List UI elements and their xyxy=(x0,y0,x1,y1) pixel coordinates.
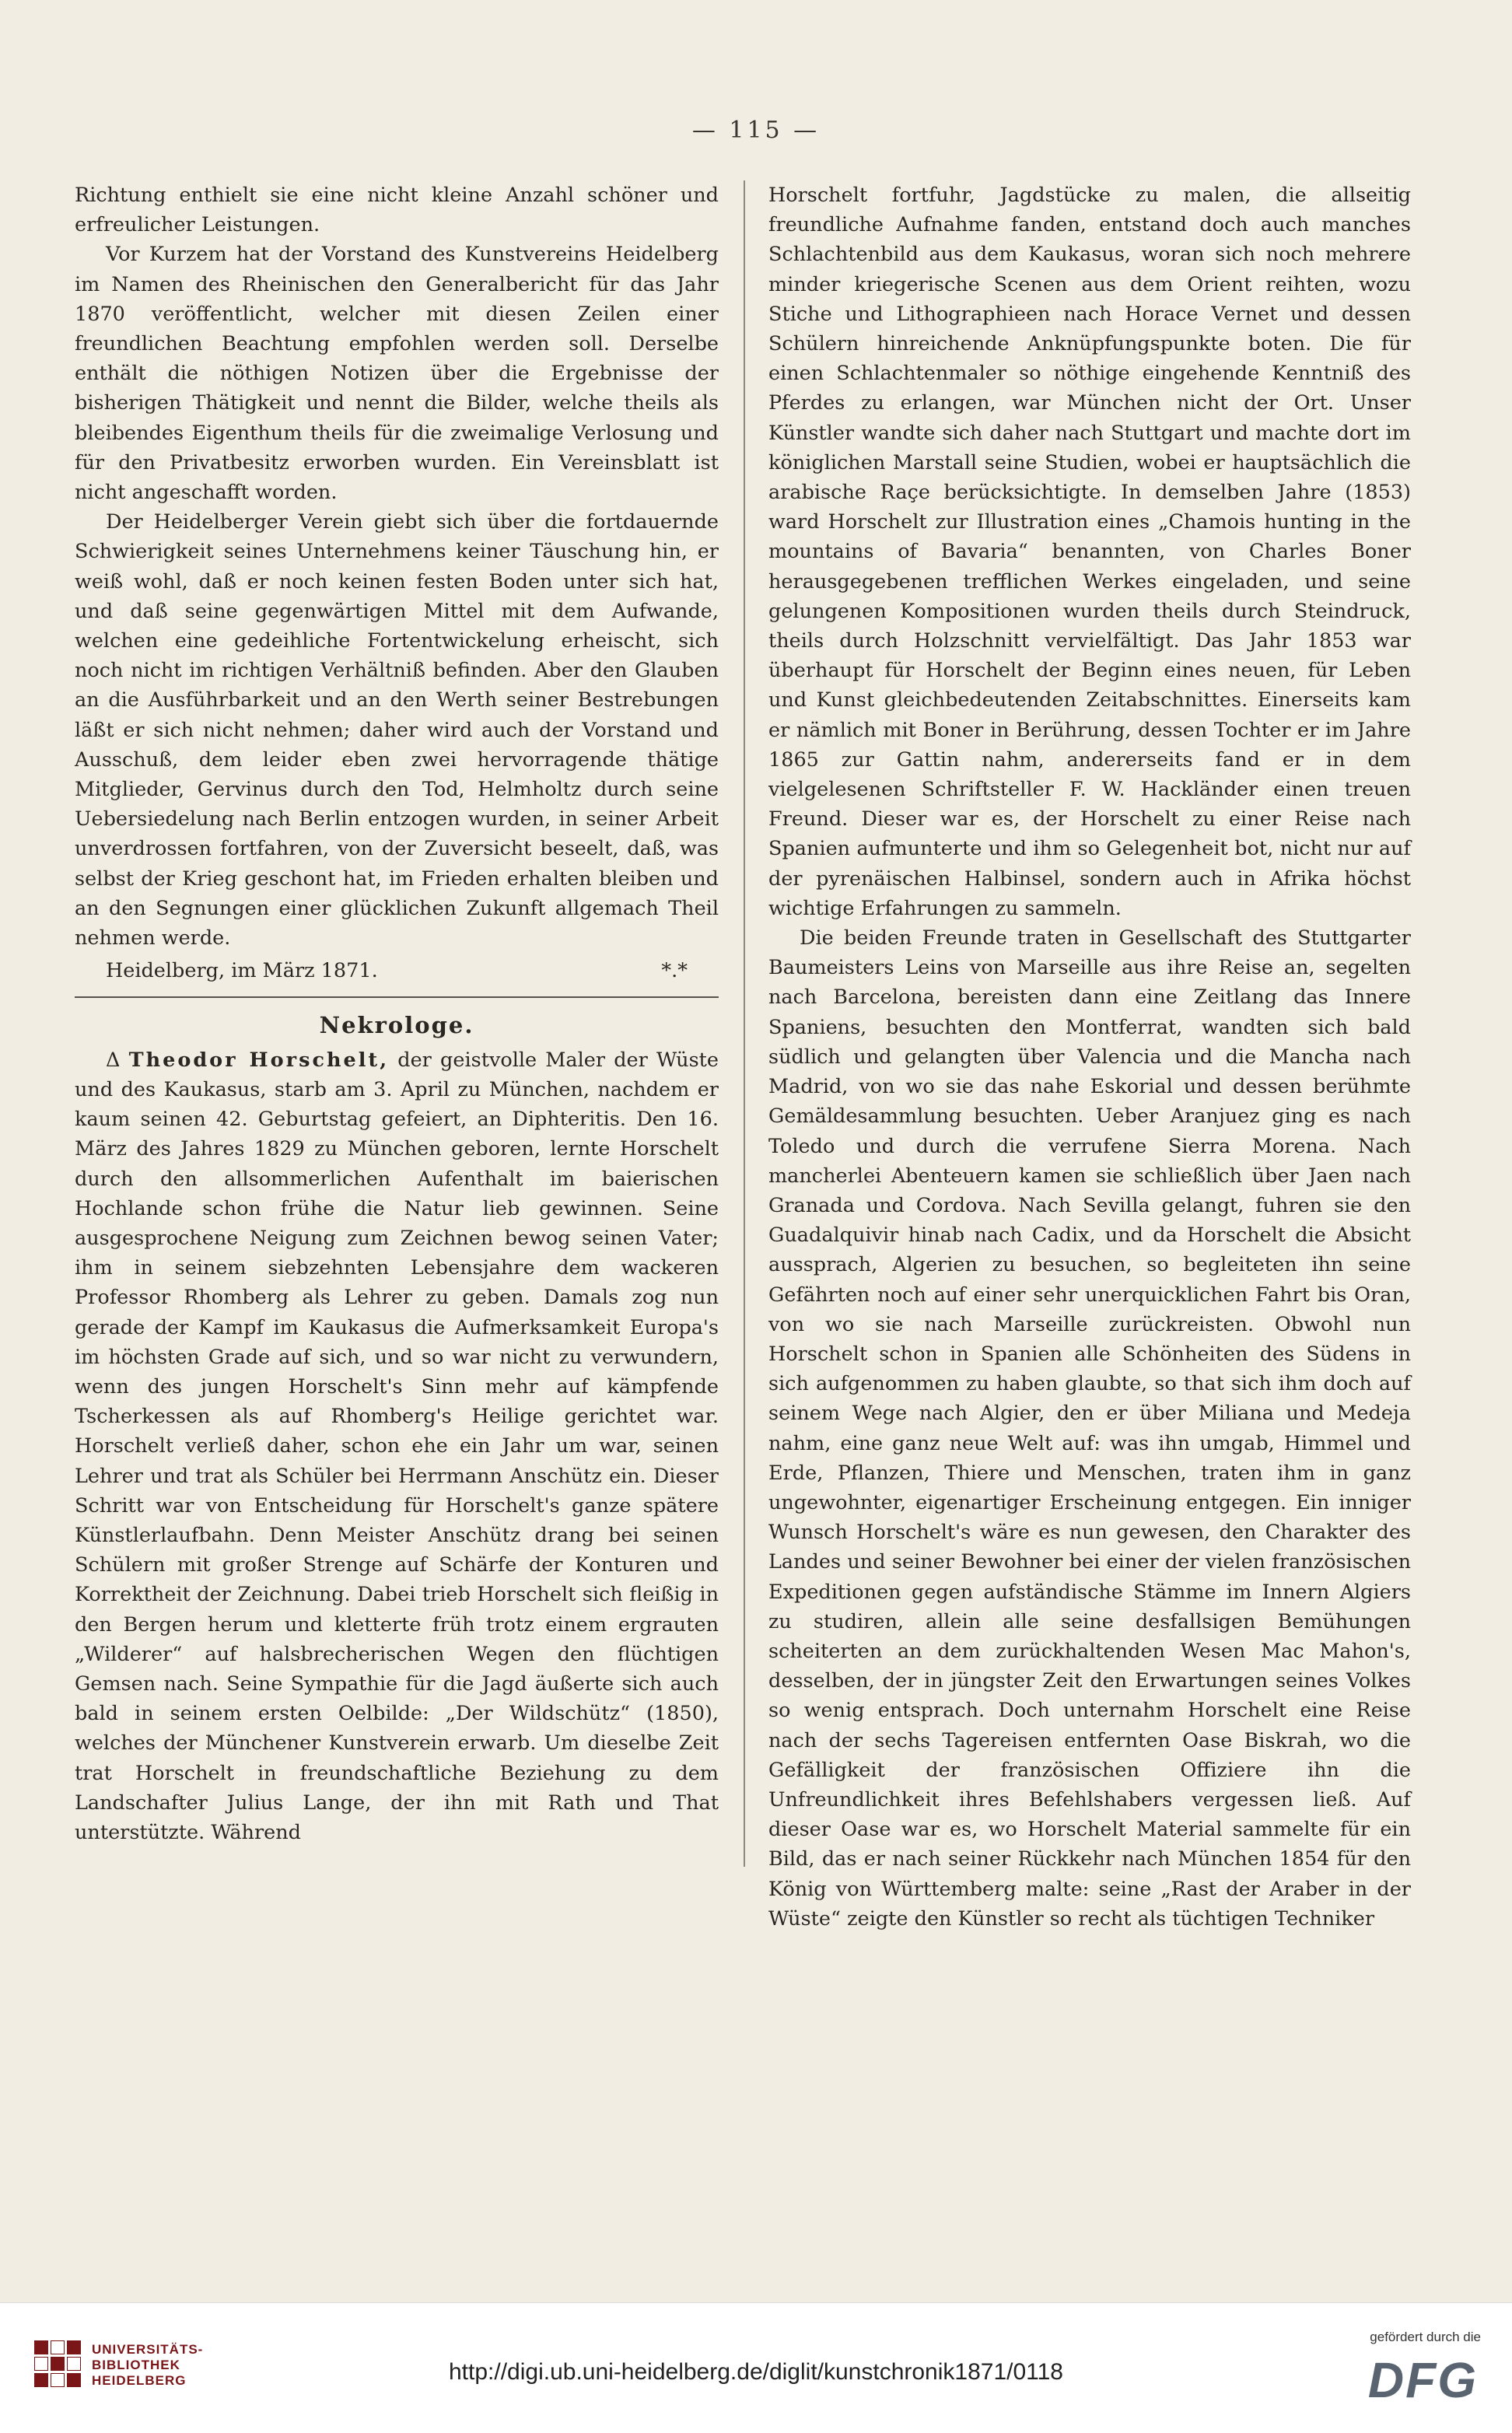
signature-mark: *.* xyxy=(661,959,688,983)
left-column xyxy=(75,180,719,1847)
paragraph: Die beiden Freunde traten in Gesellschaft des Stuttgarter Baumeisters Leins von Marseille aus ihre Reise an, segelten nach Barcelona, bereisten dann eine Zeitlang das Innere Spaniens, besuchten den Montferrat, wandten sich bald südlich und gelangten über Valencia und die Mancha nach Madrid, von wo sie das nahe Eskorial und dessen berühmte Gemäldesammlung besuchten. Ueber Aranjuez ging es nach Toledo und durch die verrufene Sierra Morena. Nach mancherlei Abenteuern kamen sie schließlich über Jaen nach Granada und Cordova. Nach Sevilla gelangt, fuhren sie den Guadalquivir hinab nach Cadix, und da Horschelt die Absicht aussprach, Algerien zu besuchen, so begleiteten ihn seine Gefährten noch auf einer sehr unerquicklichen Fahrt bis Oran, von wo sie nach Marseille zurückreisten. Obwohl nun Horschelt schon in Spanien alle Schönheiten des Südens in sich aufgenommen zu haben glaubte, so that sich ihm doch auf seinem Wege nach Algier, den er über Miliana und Medeja nahm, eine ganz neue Welt auf: was ihn umgab, Himmel und Erde, Pflanzen, Thiere und Menschen, traten ihm in ganz ungewohnter, eigenartiger Erscheinung entgegen. Ein inniger Wunsch Horschelt's wäre es nun gewesen, den Charakter des Landes und seiner Bewohner bei einer der vielen französischen Expeditionen gegen aufständische Stämme im Innern Algiers zu studiren, allein alle seine desfallsigen Bemühungen scheiterten an dem zurückhaltenden Wesen Mac Mahon's, desselben, der in jüngster Zeit den Erwartungen seines Volkes so wenig entsprach. Doch unternahm Horschelt eine Reise nach der sechs Tagereisen entfernten Oase Biskrah, wo die Gefälligkeit der französischen Offiziere ihn die Unfreundlichkeit ihres Befehlshabers vergessen ließ. Auf dieser Oase war es, wo Horschelt Material sammelte für ein Bild, das er nach seiner Rückkehr nach München 1854 für den König von Württemberg malte: seine „Rast der Araber in der Wüste“ zeigte den Künstler so recht als tüchtigen Techniker xyxy=(768,926,1411,1931)
paragraph: Der Heidelberger Verein giebt sich über die fortdauernde Schwierigkeit seines Unternehmens keiner Täuschung hin, er weiß wohl, daß er noch keinen festen Boden unter sich hat, und daß seine gegenwärtigen Mittel mit dem Aufwande, welchen eine gedeihliche Fortentwickelung erheischt, sich noch nicht im richtigen Verhältniß befinden. Aber den Glauben an die Ausführbarkeit und an den Werth seiner Bestrebungen läßt er sich nicht nehmen; daher wird auch der Vorstand und Ausschuß, dem leider eben zwei hervorragende thätige Mitglieder, Gervinus durch den Tod, Helmholtz durch seine Uebersiedelung nach Berlin entzogen wurden, in seiner Arbeit unverdrossen fortfahren, von der Zuversicht beseelt, daß, was selbst der Krieg geschont hat, im Frieden erhalten bleiben und an den Segnungen einer glücklichen Zukunft allgemach Theil nehmen werde. xyxy=(75,510,719,950)
obituary-paragraph xyxy=(75,1045,719,1847)
funding-note: gefördert durch die xyxy=(1370,2330,1481,2344)
source-url-link[interactable]: http://digi.ub.uni-heidelberg.de/diglit/kunstchronik1871/0118 xyxy=(449,2359,1063,2385)
signature-line xyxy=(75,956,719,985)
column-divider xyxy=(744,180,745,1867)
signature-place: Heidelberg, im März 1871. xyxy=(106,959,378,983)
page-number: — 115 — xyxy=(691,117,821,144)
library-name-line: HEIDELBERG xyxy=(92,2373,187,2388)
dfg-logo: DFG xyxy=(1367,2352,1478,2408)
section-title: Nekrologe. xyxy=(319,1012,474,1039)
right-column xyxy=(768,180,1411,1934)
obituary-text: der geistvolle Maler der Wüste und des Kaukasus, starb am 3. April zu München, nachdem er kaum seinen 42. Geburtstag gefeiert, an Diphteritis. Den 16. März des Jahres 1829 zu München geboren, lernte Horschelt durch den allsommerlichen Aufenthalt im baierischen Hochlande schon frühe die Natur lieb gewinnen. Seine ausgesprochene Neigung zum Zeichnen bewog seinen Vater; ihm in seinem siebzehnten Lebensjahre dem wackeren Professor Rhomberg als Lehrer zu geben. Damals zog nun gerade der Kampf im Kaukasus die Aufmerksamkeit Europa's im höchsten Grade auf sich, und so war nicht zu verwundern, wenn des jungen Horschelt's Sinn mehr auf kämpfende Tscherkessen als auf Rhomberg's Heilige gerichtet war. Horschelt verließ daher, schon ehe ein Jahr um war, seinen Lehrer und trat als Schüler bei Herrmann Anschütz ein. Dieser Schritt war von Entscheidung für Horschelt's ganze spätere Künstlerlaufbahn. Denn Meister Anschütz drang bei seinen Schülern mit großer Strenge auf Schärfe der Konturen und Korrektheit der Zeichnung. Dabei trieb Horschelt sich fleißig in den Bergen herum und kletterte früh trotz einem ergrauten „Wilderer“ auf halsbrecherischen Wegen den flüchtigen Gemsen nach. Seine Sympathie für die Jagd äußerte sich auch bald in seinem ersten Oelbilde: „Der Wildschütz“ (1850), welches der Münchener Kunstverein erwarb. Um dieselbe Zeit trat Horschelt in freundschaftliche Beziehung zu dem Landschafter Julius Lange, der ihn mit Rath und That unterstützte. Während xyxy=(75,1048,719,1844)
paragraph: Horschelt fortfuhr, Jagdstücke zu malen, die allseitig freundliche Aufnahme fanden, entstand doch auch manches Schlachtenbild aus dem Kaukasus, woran sich noch mehrere minder kriegerische Scenen aus dem Orient reihten, wozu Stiche und Lithographieen nach Horace Vernet und dessen Schülern hinreichende Anknüpfungspunkte boten. Die für einen Schlachtenmaler so nöthige eingehende Kenntniß des Pferdes zu erlangen, war München nicht der Ort. Unser Künstler wandte sich daher nach Stuttgart und machte dort im königlichen Marstall seine Studien, wobei er hauptsächlich die arabische Raçe berücksichtigte. In demselben Jahre (1853) ward Horschelt zur Illustration eines „Chamois hunting in the mountains of Bavaria“ benannten, von Charles Boner herausgegebenen trefflichen Werkes eingeladen, und seine gelungenen Kompositionen wurden theils durch Steindruck, theils durch Holzschnitt vervielfältigt. Das Jahr 1853 war überhaupt für Horschelt der Beginn eines neuen, für Leben und Kunst gleichbedeutenden Zeitabschnittes. Einerseits kam er nämlich mit Boner in Berührung, dessen Tochter er im Jahre 1865 zur Gattin nahm, andererseits fand er in dem vielgelesenen Schriftsteller F. W. Hackländer einen treuen Freund. Dieser war es, der Horschelt zu einer Reise nach Spanien aufmunterte und ihm so Gelegenheit bot, nicht nur auf der pyrenäischen Halbinsel, sondern auch in Afrika höchst wichtige Erfahrungen zu sammeln. xyxy=(768,184,1411,920)
library-name-line: BIBLIOTHEK xyxy=(92,2358,180,2372)
paragraph: Richtung enthielt sie eine nicht kleine Anzahl schöner und erfreulicher Leistungen. xyxy=(75,184,719,237)
obituary-name: Theodor Horschelt, xyxy=(128,1048,390,1072)
obituary-mark: Δ xyxy=(106,1048,121,1072)
library-name-line: UNIVERSITÄTS- xyxy=(92,2342,204,2357)
paragraph: Vor Kurzem hat der Vorstand des Kunstvereins Heidelberg im Namen des Rheinischen den Generalbericht für das Jahr 1870 veröffentlicht, welcher mit diesen Zeilen einer freundlichen Beachtung empfohlen werden soll. Derselbe enthält die nöthigen Notizen über die Ergebnisse der bisherigen Thätigkeit und nennt die Bilder, welche theils als bleibendes Eigenthum theils für die zweimalige Verlosung und für den Privatbesitz erworben wurden. Ein Vereinsblatt ist nicht angeschafft worden. xyxy=(75,243,719,505)
section-divider xyxy=(75,996,719,998)
footer-bar xyxy=(0,2302,1512,2433)
